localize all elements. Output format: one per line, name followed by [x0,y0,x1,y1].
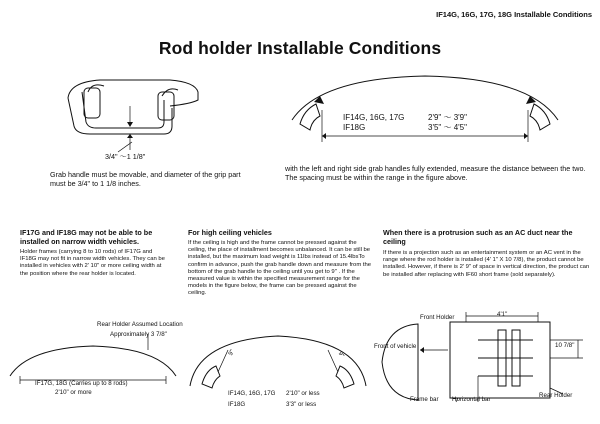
rear-holder-label: Rear Holder [539,392,573,399]
model-tag: IF14G, 16G, 17G, 18G Installable Conditions [436,10,592,19]
front-vehicle-label: Front of vehicle [374,343,417,350]
spacing-models: IF18G [343,123,366,132]
high-ceiling-models: IF18G [228,400,246,408]
protrusion-body: If there is a projection such as an entertainment system or an AC vent in the range where the rod holder is installed (4' 1" X 10 7/8), the product cannot be installed. However, if there is 2' 9" of space in vertical direction, the product can be installed after replacing with IF60 short frame (sold separately). [383,250,590,278]
narrow-body: Holder frames (carrying 8 to 10 rods) of IF17G and IF18G may not fit in narrow width vehicles. They can be installed in vehicles with 2' 10" or more ceiling width at the position where the rear holder is located. [20,249,165,277]
spacing-row [343,123,467,133]
high-ceiling-table [228,390,320,408]
horizontal-bar-label: Horizontal bar [452,396,491,403]
high-ceiling-value: 2'10" or less [286,390,320,397]
spacing-row [343,113,467,123]
spacing-table [343,113,467,133]
height-label: 10 7/8" [555,342,575,349]
high-ceiling-diagram [188,332,368,390]
high-ceiling-body: If the ceiling is high and the frame cannot be pressed against the ceiling, the place of installment becomes unbalanced. It can be still be installed, but the maximum load weight is 11lbs instead of 15.4lbsTo confirm in advance, push the grab handle down and measure from the bottom of the grab handle to the ceiling until you get to 9" . If the measured value is within the specified measurement range for the models in the figure below, the frame can be pressed against the ceiling. [188,240,372,297]
approx-label: Approximately 3 7/8" [110,331,167,338]
narrow-vehicle-diagram [8,342,178,384]
angle-label-left: 9" [227,348,237,357]
narrow-width-label: 2'10" or more [55,389,92,396]
high-ceiling-heading: For high ceiling vehicles [188,228,272,237]
high-ceiling-models: IF14G, 16G, 17G [228,390,276,397]
high-ceiling-value: 3'3" or less [286,400,317,408]
spacing-range: 2'9" ～ 3'9" [428,113,467,122]
grip-diameter-label: 3/4" ～1 1/8" [105,152,146,161]
high-ceiling-row [228,401,320,409]
high-ceiling-row [228,390,320,398]
rear-holder-label: Rear Holder Assumed Location [97,321,183,328]
spacing-range: 3'5" ～ 4'5" [428,123,467,132]
spacing-models: IF14G, 16G, 17G [343,113,405,122]
grab-handle-caption: Grab handle must be movable, and diameter of the grip part must be 3/4" to 1 1/8 inches. [50,170,241,188]
page-title: Rod holder Installable Conditions [158,38,442,58]
front-holder-label: Front Holder [420,314,455,321]
protrusion-heading: When there is a protrusion such as an AC duct near the ceiling [383,228,573,246]
narrow-heading: IF17G and IF18G may not be able to be installed on narrow width vehicles. [20,228,153,246]
angle-label-right: 9" [336,350,346,359]
grab-handle-diagram [60,70,210,160]
width-label: 4'1" [497,311,508,318]
spacing-caption: with the left and right side grab handles fully extended, measure the distance between the two. The spacing must be within the range in the figure above. [285,164,586,182]
frame-bar-label: Frame bar [410,396,439,403]
narrow-model-label: IF17G, 18G (Carries up to 8 rods) [35,380,128,387]
